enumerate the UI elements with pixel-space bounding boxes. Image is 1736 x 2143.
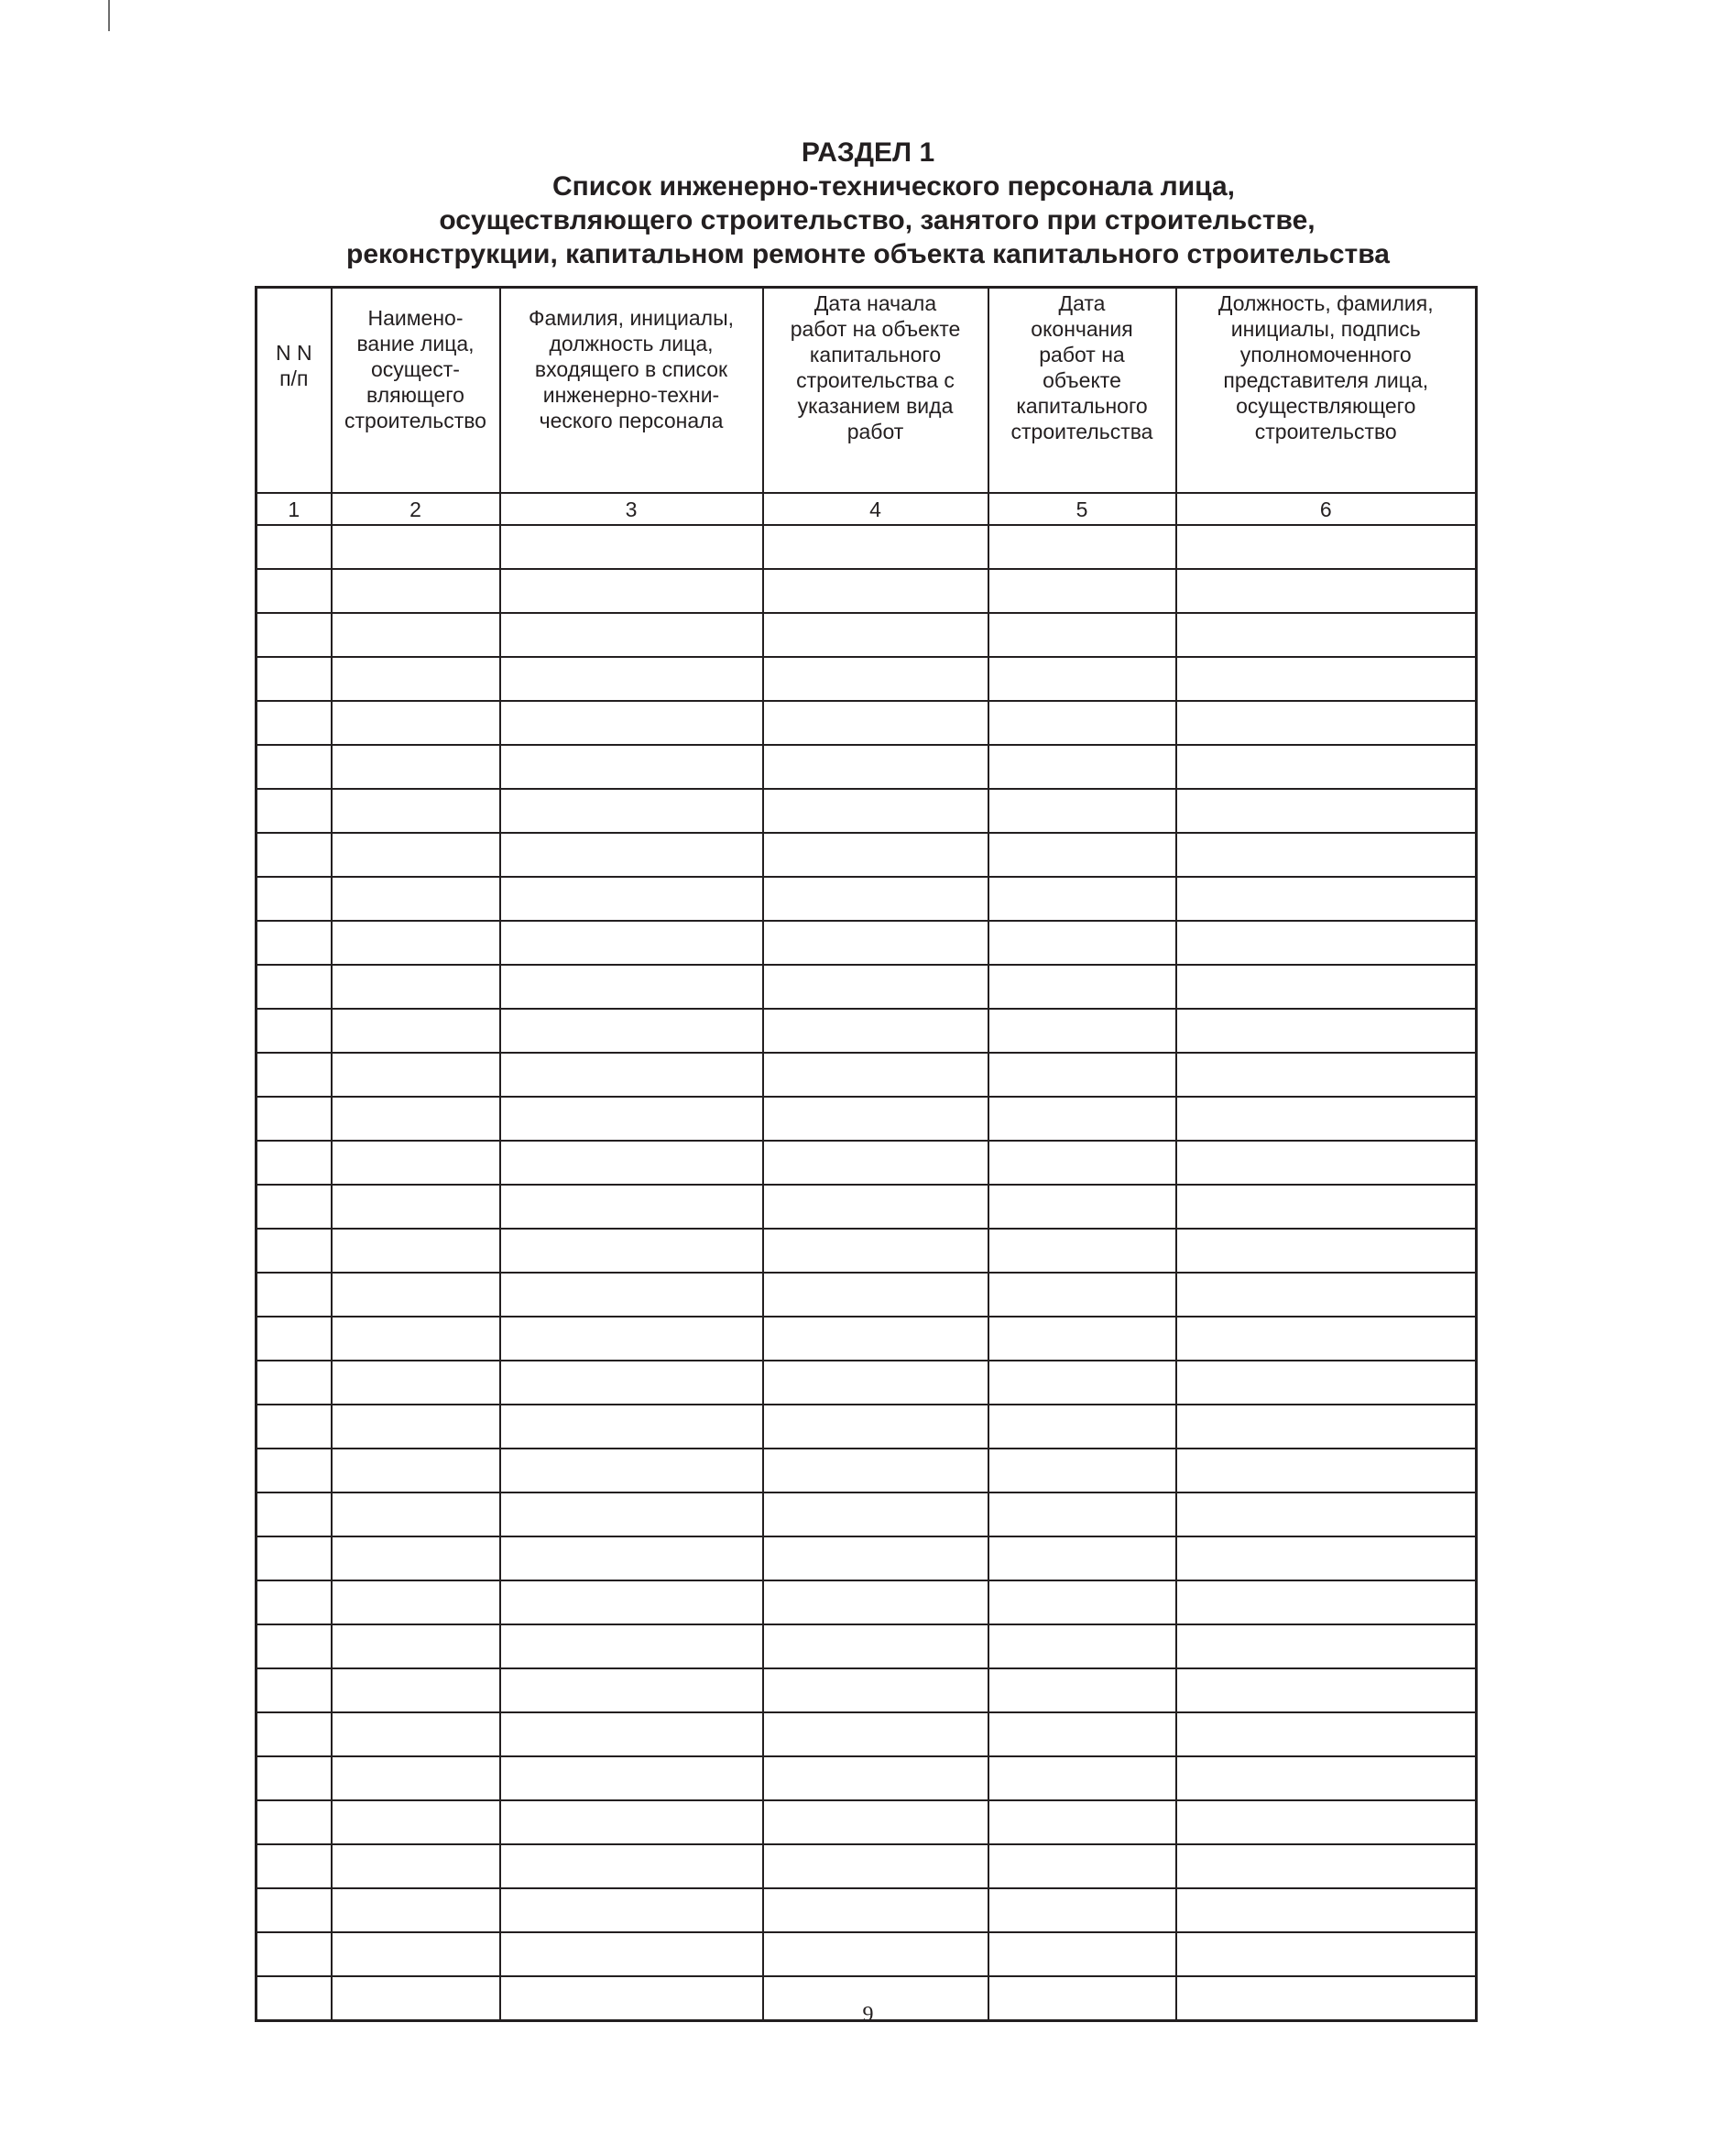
table-cell	[332, 1712, 500, 1756]
table-cell	[988, 1141, 1176, 1185]
table-cell	[500, 1097, 763, 1141]
table-cell	[332, 1580, 500, 1624]
table-cell	[763, 965, 988, 1009]
table-row	[257, 921, 1477, 965]
table-cell	[763, 1053, 988, 1097]
table-cell	[988, 1800, 1176, 1844]
table-cell	[500, 1756, 763, 1800]
column-number: 6	[1176, 493, 1477, 525]
table-cell	[257, 1536, 332, 1580]
table-cell	[332, 877, 500, 921]
table-cell	[332, 1844, 500, 1888]
table-cell	[763, 1668, 988, 1712]
table-cell	[332, 1888, 500, 1932]
table-cell	[500, 1668, 763, 1712]
table-cell	[988, 1317, 1176, 1361]
table-cell	[988, 701, 1176, 745]
table-cell	[1176, 1712, 1477, 1756]
column-header-number: N N п/п	[257, 288, 332, 494]
table-cell	[257, 1449, 332, 1492]
table-row	[257, 657, 1477, 701]
table-cell	[988, 1185, 1176, 1229]
table-row	[257, 613, 1477, 657]
table-cell	[763, 1229, 988, 1273]
table-row	[257, 833, 1477, 877]
table-cell	[257, 1624, 332, 1668]
table-row	[257, 1317, 1477, 1361]
table-row	[257, 1536, 1477, 1580]
table-cell	[500, 1185, 763, 1229]
table-cell	[1176, 1405, 1477, 1449]
table-cell	[988, 569, 1176, 613]
table-cell	[500, 1317, 763, 1361]
table-cell	[332, 1361, 500, 1405]
table-cell	[988, 1449, 1176, 1492]
table-cell	[257, 701, 332, 745]
table-row	[257, 1009, 1477, 1053]
table-cell	[332, 1053, 500, 1097]
table-cell	[500, 1888, 763, 1932]
table-cell	[332, 1800, 500, 1844]
table-cell	[1176, 701, 1477, 745]
table-cell	[988, 1097, 1176, 1141]
table-cell	[1176, 657, 1477, 701]
table-cell	[1176, 1361, 1477, 1405]
table-cell	[257, 1009, 332, 1053]
table-cell	[257, 1317, 332, 1361]
table-cell	[763, 701, 988, 745]
table-cell	[1176, 1580, 1477, 1624]
table-cell	[257, 569, 332, 613]
table-cell	[763, 1273, 988, 1317]
table-cell	[257, 1097, 332, 1141]
table-cell	[988, 1009, 1176, 1053]
table-row	[257, 1844, 1477, 1888]
table-cell	[257, 833, 332, 877]
table-cell	[332, 1185, 500, 1229]
table-cell	[500, 1844, 763, 1888]
table-cell	[1176, 745, 1477, 789]
table-cell	[763, 525, 988, 569]
table-row	[257, 1580, 1477, 1624]
table-cell	[763, 1097, 988, 1141]
table-cell	[988, 1053, 1176, 1097]
table-row	[257, 1273, 1477, 1317]
table-cell	[332, 789, 500, 833]
table-cell	[257, 1756, 332, 1800]
column-numbers-row	[257, 493, 1477, 525]
table-cell	[500, 1229, 763, 1273]
table-cell	[763, 1888, 988, 1932]
table-cell	[763, 1932, 988, 1976]
table-cell	[763, 1712, 988, 1756]
column-header-start-date: Дата начала работ на объекте капитального строительства с указанием вида работ	[763, 288, 988, 494]
table-cell	[257, 1405, 332, 1449]
table-cell	[500, 1449, 763, 1492]
table-row	[257, 1668, 1477, 1712]
table-cell	[988, 789, 1176, 833]
table-cell	[763, 1317, 988, 1361]
table-row	[257, 1800, 1477, 1844]
column-number: 2	[332, 493, 500, 525]
table-cell	[500, 1492, 763, 1536]
table-cell	[332, 1932, 500, 1976]
table-cell	[763, 1009, 988, 1053]
table-cell	[988, 877, 1176, 921]
table-cell	[500, 1009, 763, 1053]
table-cell	[1176, 965, 1477, 1009]
table-cell	[1176, 1844, 1477, 1888]
column-number: 5	[988, 493, 1176, 525]
section-title: РАЗДЕЛ 1	[801, 137, 935, 168]
table-cell	[257, 525, 332, 569]
table-cell	[988, 1580, 1176, 1624]
table-cell	[332, 921, 500, 965]
list-title-line-3: реконструкции, капитальном ремонте объекта капитального строительства	[346, 239, 1390, 269]
table-cell	[1176, 1888, 1477, 1932]
table-cell	[257, 1273, 332, 1317]
table-row	[257, 1097, 1477, 1141]
table-row	[257, 1141, 1477, 1185]
table-cell	[1176, 1536, 1477, 1580]
table-cell	[988, 613, 1176, 657]
table-cell	[500, 877, 763, 921]
table-cell	[763, 1580, 988, 1624]
table-cell	[1176, 1449, 1477, 1492]
list-title-line-2: осуществляющего строительство, занятого при строительстве,	[439, 205, 1316, 235]
table-cell	[1176, 1009, 1477, 1053]
table-cell	[500, 1624, 763, 1668]
table-cell	[763, 1449, 988, 1492]
table-row	[257, 1361, 1477, 1405]
table-cell	[1176, 1141, 1477, 1185]
table-row	[257, 1756, 1477, 1800]
page-number: 9	[862, 2003, 874, 2027]
table-row	[257, 965, 1477, 1009]
table-row	[257, 1888, 1477, 1932]
table-cell	[257, 1580, 332, 1624]
crop-mark	[108, 0, 110, 31]
table-cell	[500, 833, 763, 877]
table-cell	[257, 657, 332, 701]
table-cell	[500, 1273, 763, 1317]
table-cell	[500, 1361, 763, 1405]
table-cell	[500, 1536, 763, 1580]
table-cell	[500, 965, 763, 1009]
column-header-representative: Должность, фамилия, инициалы, подпись уполномоченного представителя лица, осуществляющего строительство	[1176, 288, 1477, 494]
table-cell	[1176, 1624, 1477, 1668]
table-cell	[257, 1229, 332, 1273]
table-cell	[332, 569, 500, 613]
table-cell	[257, 1844, 332, 1888]
table-cell	[1176, 1317, 1477, 1361]
table-header-row	[257, 288, 1477, 494]
table-cell	[988, 1536, 1176, 1580]
table-cell	[988, 1888, 1176, 1932]
list-title-line-1: Список инженерно-технического персонала лица,	[552, 171, 1235, 202]
table-cell	[500, 569, 763, 613]
table-cell	[763, 1185, 988, 1229]
table-cell	[500, 1405, 763, 1449]
table-cell	[257, 745, 332, 789]
table-cell	[332, 525, 500, 569]
table-cell	[500, 525, 763, 569]
table-cell	[763, 657, 988, 701]
table-cell	[500, 1053, 763, 1097]
table-cell	[500, 1800, 763, 1844]
table-cell	[1176, 613, 1477, 657]
column-header-end-date: Дата окончания работ на объекте капитального строительства	[988, 288, 1176, 494]
table-cell	[763, 1844, 988, 1888]
table-row	[257, 745, 1477, 789]
table-cell	[500, 745, 763, 789]
table-cell	[1176, 1668, 1477, 1712]
table-row	[257, 569, 1477, 613]
table-cell	[500, 789, 763, 833]
table-cell	[763, 789, 988, 833]
table-cell	[500, 613, 763, 657]
table-cell	[988, 1492, 1176, 1536]
personnel-table	[255, 286, 1478, 2022]
table-cell	[988, 833, 1176, 877]
table-cell	[763, 1624, 988, 1668]
table-cell	[332, 1449, 500, 1492]
table-row	[257, 1053, 1477, 1097]
table-cell	[332, 1624, 500, 1668]
table-cell	[257, 789, 332, 833]
table-cell	[332, 833, 500, 877]
table-cell	[332, 1097, 500, 1141]
table-cell	[332, 1492, 500, 1536]
table-row	[257, 1492, 1477, 1536]
table-cell	[332, 1317, 500, 1361]
table-cell	[500, 701, 763, 745]
table-cell	[332, 1229, 500, 1273]
table-row	[257, 1712, 1477, 1756]
table-cell	[332, 613, 500, 657]
table-cell	[500, 1932, 763, 1976]
table-cell	[1176, 1273, 1477, 1317]
table-cell	[763, 1361, 988, 1405]
column-number: 1	[257, 493, 332, 525]
table-cell	[988, 525, 1176, 569]
table-row	[257, 701, 1477, 745]
table-cell	[500, 1580, 763, 1624]
table-cell	[988, 1756, 1176, 1800]
table-cell	[257, 1712, 332, 1756]
table-row	[257, 1449, 1477, 1492]
table-cell	[988, 1668, 1176, 1712]
table-cell	[988, 1932, 1176, 1976]
table-cell	[332, 1141, 500, 1185]
table-cell	[500, 1141, 763, 1185]
table-cell	[257, 1888, 332, 1932]
table-cell	[1176, 1229, 1477, 1273]
table-cell	[763, 921, 988, 965]
table-cell	[1176, 1053, 1477, 1097]
table-cell	[1176, 525, 1477, 569]
table-cell	[257, 1361, 332, 1405]
table-cell	[257, 1141, 332, 1185]
table-cell	[988, 1229, 1176, 1273]
table-row	[257, 1932, 1477, 1976]
table-row	[257, 1185, 1477, 1229]
table-cell	[988, 1844, 1176, 1888]
table-cell	[988, 1273, 1176, 1317]
table-cell	[1176, 1800, 1477, 1844]
table-cell	[988, 1405, 1176, 1449]
table-cell	[257, 877, 332, 921]
table-cell	[332, 1668, 500, 1712]
table-cell	[1176, 789, 1477, 833]
table-row	[257, 525, 1477, 569]
table-cell	[988, 1361, 1176, 1405]
table-cell	[988, 965, 1176, 1009]
table-cell	[1176, 1756, 1477, 1800]
table-cell	[1176, 833, 1477, 877]
table-row	[257, 1624, 1477, 1668]
table-cell	[257, 1800, 332, 1844]
table-cell	[763, 1536, 988, 1580]
table-cell	[332, 1273, 500, 1317]
table-cell	[763, 877, 988, 921]
table-cell	[763, 569, 988, 613]
table-cell	[257, 965, 332, 1009]
table-cell	[988, 745, 1176, 789]
table-cell	[763, 1756, 988, 1800]
table-cell	[763, 1800, 988, 1844]
table-cell	[257, 1932, 332, 1976]
table-cell	[332, 745, 500, 789]
table-cell	[332, 965, 500, 1009]
table-cell	[1176, 1492, 1477, 1536]
section-header	[0, 136, 1736, 271]
table-cell	[257, 1492, 332, 1536]
table-cell	[763, 613, 988, 657]
table-cell	[257, 1668, 332, 1712]
column-header-organization: Наимено- вание лица, осущест- вляющего строительство	[332, 288, 500, 494]
table-cell	[1176, 877, 1477, 921]
table-cell	[332, 701, 500, 745]
table-cell	[332, 1756, 500, 1800]
table-row	[257, 877, 1477, 921]
table-cell	[500, 1712, 763, 1756]
table-cell	[257, 1185, 332, 1229]
table-cell	[257, 1053, 332, 1097]
table-cell	[763, 1141, 988, 1185]
table-cell	[332, 1536, 500, 1580]
column-number: 4	[763, 493, 988, 525]
table-row	[257, 1229, 1477, 1273]
table-cell	[763, 745, 988, 789]
column-number: 3	[500, 493, 763, 525]
table-cell	[988, 921, 1176, 965]
table-cell	[988, 1712, 1176, 1756]
table-cell	[332, 657, 500, 701]
table-cell	[1176, 1097, 1477, 1141]
table-row	[257, 789, 1477, 833]
table-cell	[988, 1624, 1176, 1668]
table-cell	[500, 657, 763, 701]
table-cell	[988, 657, 1176, 701]
column-header-person: Фамилия, инициалы, должность лица, входящего в список инженерно-техни- ческого персонала	[500, 288, 763, 494]
table-cell	[332, 1405, 500, 1449]
table-cell	[332, 1009, 500, 1053]
table-cell	[763, 1405, 988, 1449]
table-cell	[1176, 921, 1477, 965]
table-cell	[1176, 1932, 1477, 1976]
table-cell	[500, 921, 763, 965]
table-cell	[763, 833, 988, 877]
table-cell	[257, 921, 332, 965]
table-row	[257, 1405, 1477, 1449]
table-cell	[1176, 1185, 1477, 1229]
table-cell	[763, 1492, 988, 1536]
table-cell	[257, 613, 332, 657]
table-cell	[1176, 569, 1477, 613]
